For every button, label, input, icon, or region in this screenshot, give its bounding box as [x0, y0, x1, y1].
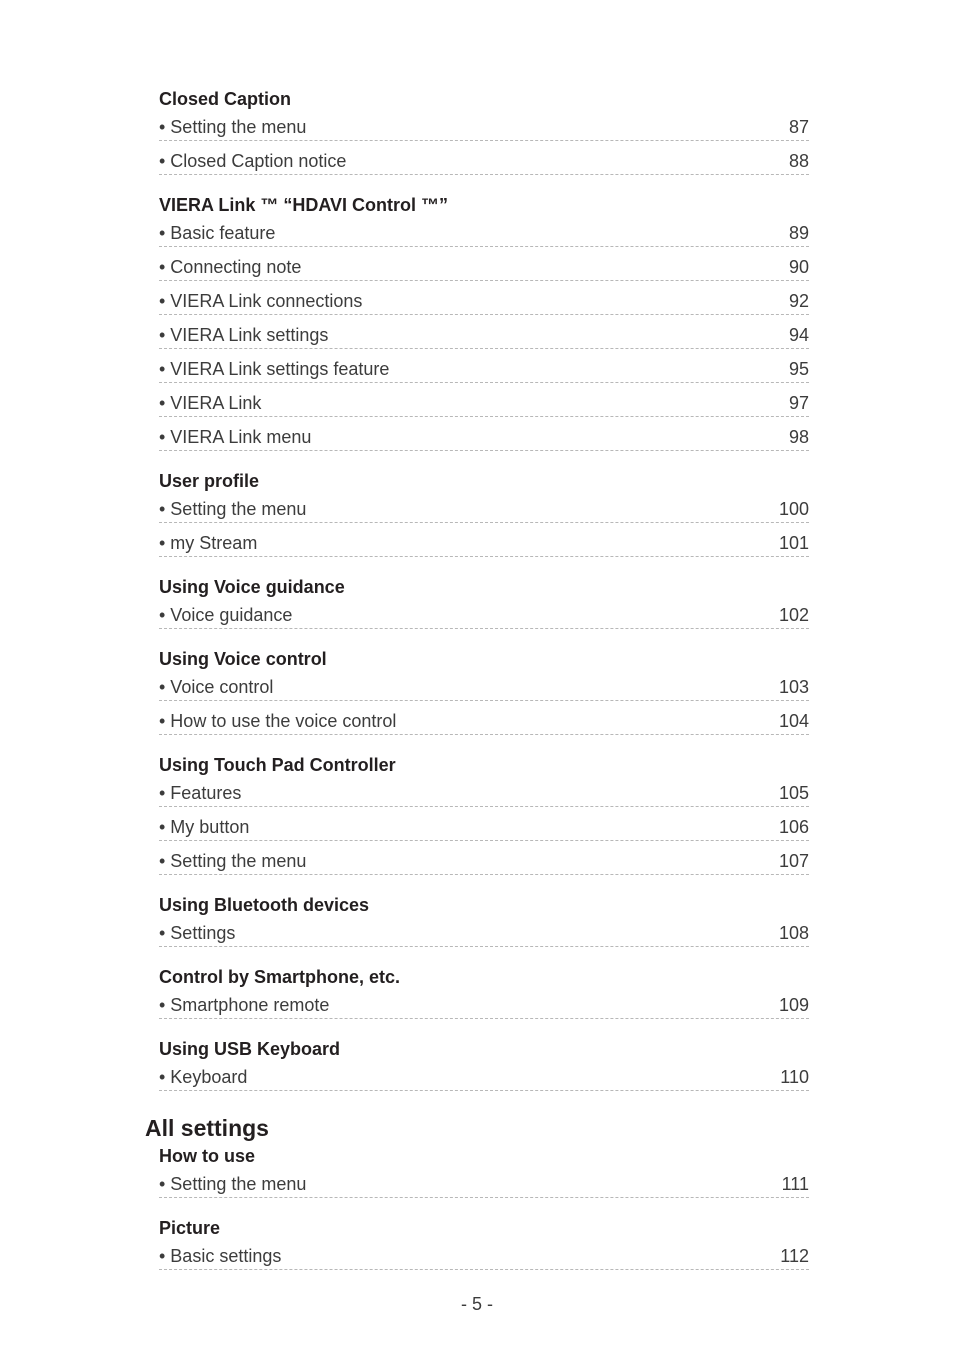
entry-label: • VIERA Link menu: [159, 427, 312, 447]
entry-label: • Connecting note: [159, 257, 302, 277]
entry-label: • My button: [159, 817, 250, 837]
toc-entry[interactable]: [159, 216, 809, 247]
entry-label: • Features: [159, 783, 242, 803]
section-heading: Picture: [159, 1218, 221, 1238]
entry-label: • Keyboard: [159, 1067, 248, 1087]
toc-entry[interactable]: [159, 1167, 809, 1198]
toc-entry[interactable]: [159, 916, 809, 947]
entry-label: • Voice control: [159, 677, 274, 697]
toc-section: [159, 894, 809, 947]
entry-label: • Voice guidance: [159, 605, 293, 625]
section-heading: Using USB Keyboard: [159, 1039, 341, 1059]
entry-page-number: 89: [788, 223, 809, 243]
toc-entry[interactable]: [159, 386, 809, 417]
toc-entry[interactable]: [159, 988, 809, 1019]
entry-page-number: 98: [788, 427, 809, 447]
toc-section: [159, 1038, 809, 1091]
toc-entry[interactable]: [159, 704, 809, 735]
toc-entry[interactable]: [159, 526, 809, 557]
entry-page-number: 103: [778, 677, 809, 697]
entry-label: • How to use the voice control: [159, 711, 397, 731]
entry-label: • Basic feature: [159, 223, 276, 243]
entry-page-number: 106: [778, 817, 809, 837]
entry-label: • Setting the menu: [159, 851, 307, 871]
toc-entry[interactable]: [159, 492, 809, 523]
section-heading: Closed Caption: [159, 89, 292, 109]
entry-page-number: 87: [788, 117, 809, 137]
entry-label: • Closed Caption notice: [159, 151, 347, 171]
entry-label: • Setting the menu: [159, 1174, 307, 1194]
entry-label: • VIERA Link connections: [159, 291, 363, 311]
toc-section: [159, 754, 809, 875]
entry-label: • Settings: [159, 923, 236, 943]
toc-section: [159, 88, 809, 175]
section-heading: Using Voice control: [159, 649, 327, 669]
entry-label: • VIERA Link settings feature: [159, 359, 390, 379]
entry-page-number: 111: [781, 1174, 809, 1194]
toc-entry[interactable]: [159, 810, 809, 841]
section-heading: How to use: [159, 1146, 256, 1166]
toc-entry[interactable]: [159, 598, 809, 629]
entry-label: • Smartphone remote: [159, 995, 330, 1015]
toc-entry[interactable]: [159, 144, 809, 175]
toc-entry[interactable]: [159, 420, 809, 451]
group-heading: All settings: [145, 1115, 269, 1141]
entry-page-number: 100: [778, 499, 809, 519]
entry-page-number: 92: [788, 291, 809, 311]
toc-entry[interactable]: [159, 352, 809, 383]
entry-page-number: 102: [778, 605, 809, 625]
toc-section: [159, 648, 809, 735]
section-heading: VIERA Link ™ “HDAVI Control ™”: [159, 195, 449, 215]
toc-entry[interactable]: [159, 776, 809, 807]
entry-label: • VIERA Link: [159, 393, 262, 413]
entry-label: • Setting the menu: [159, 117, 307, 137]
entry-page-number: 107: [778, 851, 809, 871]
toc-section: [159, 576, 809, 629]
toc-entry[interactable]: [159, 670, 809, 701]
section-heading: Using Voice guidance: [159, 577, 345, 597]
toc-section: [159, 1145, 809, 1198]
toc-entry[interactable]: [159, 1239, 809, 1270]
toc-section: [159, 470, 809, 557]
table-of-contents: [145, 88, 809, 1289]
entry-page-number: 105: [778, 783, 809, 803]
entry-page-number: 94: [788, 325, 809, 345]
toc-section: [159, 1217, 809, 1270]
entry-page-number: 112: [780, 1246, 809, 1266]
section-heading: Using Touch Pad Controller: [159, 755, 396, 775]
section-heading: Control by Smartphone, etc.: [159, 967, 401, 987]
entry-label: • Setting the menu: [159, 499, 307, 519]
entry-page-number: 95: [788, 359, 809, 379]
entry-page-number: 90: [788, 257, 809, 277]
section-heading: User profile: [159, 471, 260, 491]
entry-page-number: 88: [788, 151, 809, 171]
entry-page-number: 104: [778, 711, 809, 731]
section-heading: Using Bluetooth devices: [159, 895, 370, 915]
toc-entry[interactable]: [159, 1060, 809, 1091]
entry-label: • Basic settings: [159, 1246, 282, 1266]
entry-page-number: 110: [780, 1067, 809, 1087]
entry-page-number: 108: [778, 923, 809, 943]
entry-page-number: 101: [778, 533, 809, 553]
toc-entry[interactable]: [159, 110, 809, 141]
toc-entry[interactable]: [159, 284, 809, 315]
toc-entry[interactable]: [159, 318, 809, 349]
entry-label: • VIERA Link settings: [159, 325, 329, 345]
entry-page-number: 97: [788, 393, 809, 413]
toc-section: [159, 194, 809, 451]
toc-section: [159, 966, 809, 1019]
toc-entry[interactable]: [159, 844, 809, 875]
entry-label: • my Stream: [159, 533, 258, 553]
toc-entry[interactable]: [159, 250, 809, 281]
page-number: - 5 -: [460, 1294, 493, 1314]
entry-page-number: 109: [778, 995, 809, 1015]
